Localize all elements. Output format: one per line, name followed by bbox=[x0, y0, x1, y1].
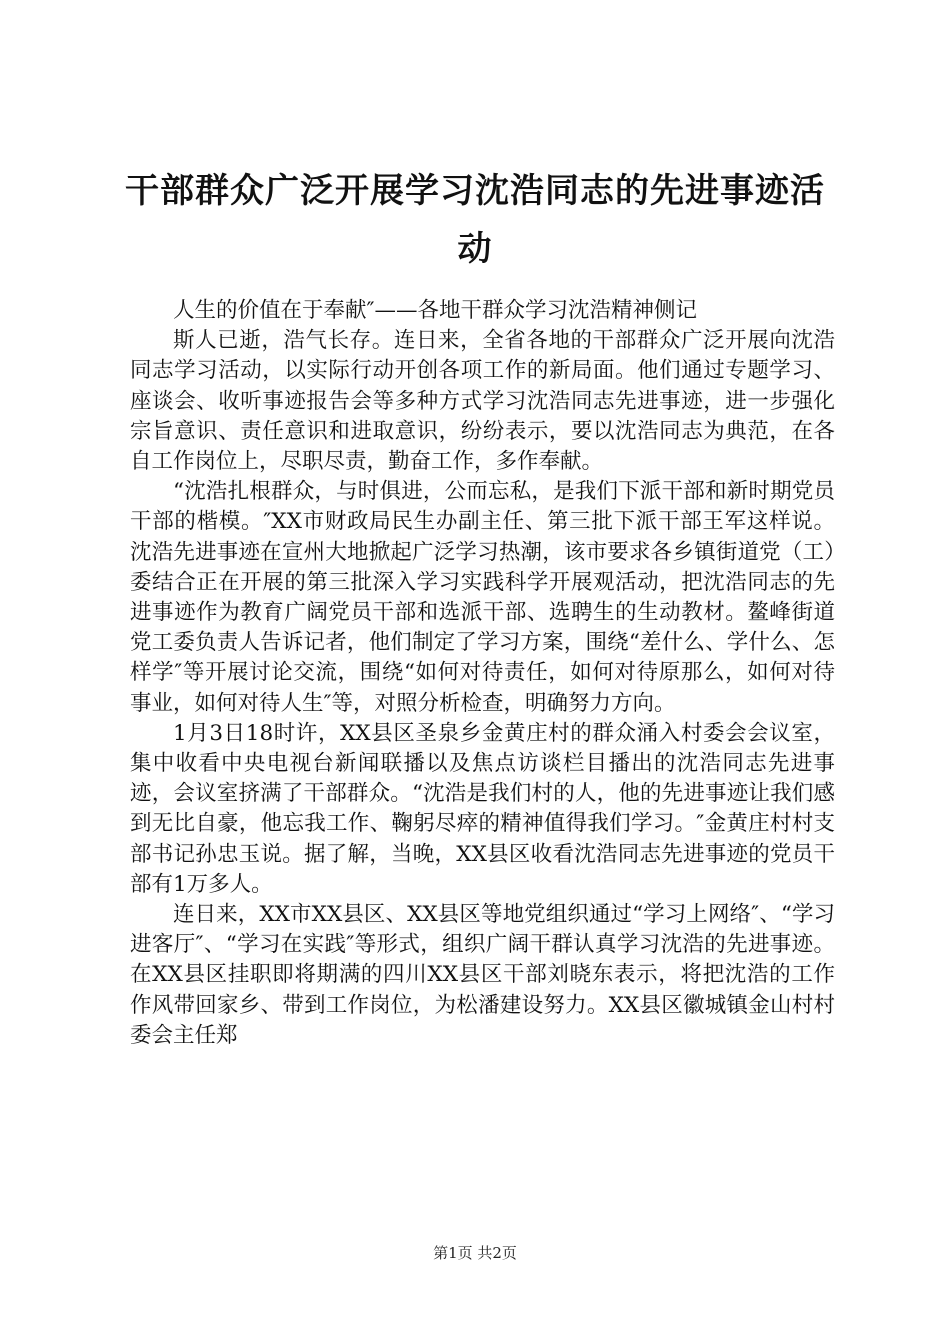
document-title: 干部群众广泛开展学习沈浩同志的先进事迹活动 bbox=[125, 171, 825, 269]
document-body bbox=[130, 296, 835, 1051]
paragraph: “沈浩扎根群众，与时俱进，公而忘私，是我们下派干部和新时期党员干部的楷模。″XX市财政局民生办副主任、第三批下派干部王军这样说。沈浩先进事迹在宣州大地掀起广泛学习热潮，该市要求各乡镇街道党（工）委结合正在开展的第三批深入学习实践科学开展观活动，把沈浩同志的先进事迹作为教育广阔党员干部和选派干部、选聘生的生动教材。鳌峰街道党工委负责人告诉记者，他们制定了学习方案，围绕“差什么、学什么、怎样学″等开展讨论交流，围绕“如何对待责任，如何对待原那么，如何对待事业，如何对待人生″等，对照分析检查，明确努力方向。 bbox=[130, 479, 835, 716]
page-number-footer: 第1页 共2页 bbox=[433, 1244, 517, 1262]
paragraph-subtitle: 人生的价值在于奉献″——各地干群众学习沈浩精神侧记 bbox=[173, 298, 698, 323]
paragraph: 连日来，XX市XX县区、XX县区等地党组织通过“学习上网络″、“学习进客厅″、“学习在实践″等形式，组织广阔干群认真学习沈浩的先进事迹。在XX县区挂职即将期满的四川XX县区干部刘晓东表示，将把沈浩的工作作风带回家乡、带到工作岗位，为松潘建设努力。XX县区徽城镇金山村村委会主任郑 bbox=[130, 902, 835, 1048]
paragraph: 1月3日18时许，XX县区圣泉乡金黄庄村的群众涌入村委会会议室，集中收看中央电视台新闻联播以及焦点访谈栏目播出的沈浩同志先进事迹，会议室挤满了干部群众。“沈浩是我们村的人，他的先进事迹让我们感到无比自豪，他忘我工作、鞠躬尽瘁的精神值得我们学习。″金黄庄村村支部书记孙忠玉说。据了解，当晚，XX县区收看沈浩同志先进事迹的党员干部有1万多人。 bbox=[130, 720, 835, 897]
paragraph: 斯人已逝，浩气长存。连日来，全省各地的干部群众广泛开展向沈浩同志学习活动，以实际行动开创各项工作的新局面。他们通过专题学习、座谈会、收听事迹报告会等多种方式学习沈浩同志先进事迹，进一步强化宗旨意识、责任意识和进取意识，纷纷表示，要以沈浩同志为典范，在各自工作岗位上，尽职尽责，勤奋工作，多作奉献。 bbox=[130, 328, 835, 475]
